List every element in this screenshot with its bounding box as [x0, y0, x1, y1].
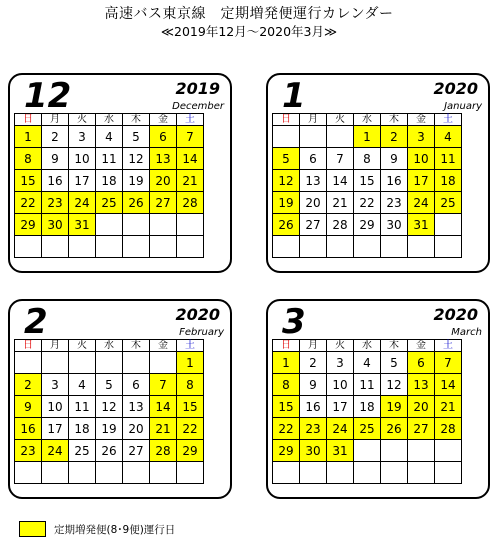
day-cell: 25 [96, 192, 123, 214]
week-row [273, 418, 462, 440]
day-cell: 2 [381, 126, 408, 148]
day-cell: 3 [327, 352, 354, 374]
day-cell: 12 [96, 396, 123, 418]
day-cell: 18 [69, 418, 96, 440]
empty-cell [177, 462, 204, 484]
weekday-header: 木 [123, 114, 150, 126]
week-row [15, 236, 204, 258]
empty-cell [69, 352, 96, 374]
day-cell: 6 [408, 352, 435, 374]
day-cell: 23 [381, 192, 408, 214]
year-label: 2020 [175, 305, 220, 324]
week-row [273, 126, 462, 148]
week-row [15, 148, 204, 170]
day-cell: 19 [381, 396, 408, 418]
empty-cell [15, 352, 42, 374]
weekday-header-row [15, 340, 204, 352]
day-cell: 1 [177, 352, 204, 374]
week-row [273, 462, 462, 484]
weekday-header: 木 [123, 340, 150, 352]
day-cell: 23 [42, 192, 69, 214]
day-cell: 2 [300, 352, 327, 374]
day-cell: 28 [150, 440, 177, 462]
day-cell: 28 [177, 192, 204, 214]
weekday-header: 火 [69, 340, 96, 352]
weekday-header: 金 [150, 340, 177, 352]
weekday-header: 火 [327, 114, 354, 126]
empty-cell [123, 236, 150, 258]
day-cell: 3 [408, 126, 435, 148]
day-cell: 22 [273, 418, 300, 440]
day-cell: 21 [150, 418, 177, 440]
day-cell: 30 [381, 214, 408, 236]
empty-cell [42, 236, 69, 258]
day-cell: 27 [300, 214, 327, 236]
empty-cell [327, 126, 354, 148]
day-cell: 25 [354, 418, 381, 440]
week-row [273, 396, 462, 418]
day-cell: 14 [435, 374, 462, 396]
calendar-grid [14, 113, 204, 258]
weekday-header: 金 [408, 340, 435, 352]
month-number: 1 [282, 76, 306, 116]
week-row [15, 374, 204, 396]
day-cell: 31 [69, 214, 96, 236]
day-cell: 25 [435, 192, 462, 214]
empty-cell [435, 440, 462, 462]
day-cell: 14 [150, 396, 177, 418]
weekday-header: 木 [381, 340, 408, 352]
day-cell: 24 [69, 192, 96, 214]
day-cell: 27 [150, 192, 177, 214]
month-number: 2 [24, 302, 48, 342]
weekday-header: 火 [69, 114, 96, 126]
year-label: 2019 [175, 79, 220, 98]
weekday-header: 火 [327, 340, 354, 352]
week-row [15, 170, 204, 192]
day-cell: 14 [327, 170, 354, 192]
empty-cell [150, 214, 177, 236]
weekday-header: 日 [15, 114, 42, 126]
empty-cell [150, 462, 177, 484]
day-cell: 31 [408, 214, 435, 236]
empty-cell [96, 352, 123, 374]
weekday-header-row [15, 114, 204, 126]
year-label: 2020 [433, 305, 478, 324]
day-cell: 12 [273, 170, 300, 192]
day-cell: 4 [435, 126, 462, 148]
empty-cell [69, 236, 96, 258]
day-cell: 9 [300, 374, 327, 396]
weekday-header: 土 [177, 114, 204, 126]
day-cell: 21 [177, 170, 204, 192]
page-title: 高速バス東京線 定期増発便運行カレンダー [104, 6, 394, 22]
day-cell: 18 [435, 170, 462, 192]
empty-cell [354, 236, 381, 258]
empty-cell [381, 462, 408, 484]
week-row [273, 440, 462, 462]
day-cell: 23 [300, 418, 327, 440]
day-cell: 17 [42, 418, 69, 440]
month-number: 12 [24, 76, 72, 116]
empty-cell [96, 214, 123, 236]
day-cell: 13 [150, 148, 177, 170]
empty-cell [96, 236, 123, 258]
empty-cell [123, 214, 150, 236]
day-cell: 15 [273, 396, 300, 418]
empty-cell [354, 440, 381, 462]
weekday-header: 月 [42, 114, 69, 126]
empty-cell [408, 440, 435, 462]
weekday-header: 月 [300, 114, 327, 126]
day-cell: 8 [354, 148, 381, 170]
empty-cell [69, 462, 96, 484]
empty-cell [354, 462, 381, 484]
day-cell: 16 [381, 170, 408, 192]
calendar-grid [14, 339, 204, 484]
weekday-header: 金 [408, 114, 435, 126]
day-cell: 7 [150, 374, 177, 396]
week-row [15, 192, 204, 214]
day-cell: 17 [327, 396, 354, 418]
day-cell: 21 [327, 192, 354, 214]
day-cell: 8 [177, 374, 204, 396]
day-cell: 29 [177, 440, 204, 462]
day-cell: 20 [300, 192, 327, 214]
day-cell: 22 [354, 192, 381, 214]
day-cell: 25 [69, 440, 96, 462]
day-cell: 11 [435, 148, 462, 170]
legend-swatch [19, 521, 46, 537]
weekday-header-row [273, 114, 462, 126]
day-cell: 30 [300, 440, 327, 462]
empty-cell [42, 352, 69, 374]
day-cell: 3 [69, 126, 96, 148]
day-cell: 15 [354, 170, 381, 192]
calendar-grid [272, 113, 462, 258]
day-cell: 17 [69, 170, 96, 192]
week-row [15, 126, 204, 148]
empty-cell [123, 352, 150, 374]
week-row [273, 374, 462, 396]
week-row [15, 352, 204, 374]
day-cell: 7 [327, 148, 354, 170]
day-cell: 26 [123, 192, 150, 214]
day-cell: 2 [42, 126, 69, 148]
empty-cell [327, 462, 354, 484]
day-cell: 8 [15, 148, 42, 170]
calendar-march-2020 [266, 299, 490, 499]
day-cell: 31 [327, 440, 354, 462]
weekday-header: 水 [96, 340, 123, 352]
day-cell: 8 [273, 374, 300, 396]
month-number: 3 [282, 302, 306, 342]
calendar-december-2019 [8, 73, 232, 273]
day-cell: 4 [354, 352, 381, 374]
year-label: 2020 [433, 79, 478, 98]
empty-cell [273, 236, 300, 258]
day-cell: 23 [15, 440, 42, 462]
day-cell: 19 [96, 418, 123, 440]
day-cell: 1 [273, 352, 300, 374]
day-cell: 4 [96, 126, 123, 148]
day-cell: 17 [408, 170, 435, 192]
day-cell: 5 [273, 148, 300, 170]
empty-cell [177, 214, 204, 236]
day-cell: 27 [123, 440, 150, 462]
day-cell: 15 [177, 396, 204, 418]
day-cell: 29 [15, 214, 42, 236]
day-cell: 10 [327, 374, 354, 396]
weekday-header: 日 [15, 340, 42, 352]
empty-cell [435, 214, 462, 236]
day-cell: 29 [273, 440, 300, 462]
day-cell: 7 [177, 126, 204, 148]
empty-cell [42, 462, 69, 484]
empty-cell [300, 236, 327, 258]
day-cell: 20 [123, 418, 150, 440]
weekday-header: 水 [354, 340, 381, 352]
day-cell: 15 [15, 170, 42, 192]
day-cell: 1 [354, 126, 381, 148]
weekday-header: 日 [273, 340, 300, 352]
day-cell: 28 [435, 418, 462, 440]
calendar-january-2020 [266, 73, 490, 273]
month-name: January [444, 101, 482, 112]
weekday-header: 水 [96, 114, 123, 126]
week-row [15, 462, 204, 484]
day-cell: 1 [15, 126, 42, 148]
day-cell: 16 [15, 418, 42, 440]
empty-cell [15, 462, 42, 484]
day-cell: 9 [15, 396, 42, 418]
day-cell: 10 [42, 396, 69, 418]
day-cell: 26 [381, 418, 408, 440]
day-cell: 21 [435, 396, 462, 418]
month-name: March [451, 327, 482, 338]
day-cell: 5 [381, 352, 408, 374]
day-cell: 30 [42, 214, 69, 236]
week-row [15, 396, 204, 418]
empty-cell [123, 462, 150, 484]
day-cell: 27 [408, 418, 435, 440]
empty-cell [408, 236, 435, 258]
day-cell: 4 [69, 374, 96, 396]
weekday-header: 木 [381, 114, 408, 126]
weekday-header: 月 [42, 340, 69, 352]
day-cell: 20 [408, 396, 435, 418]
empty-cell [273, 462, 300, 484]
empty-cell [327, 236, 354, 258]
weekday-header: 水 [354, 114, 381, 126]
week-row [15, 214, 204, 236]
day-cell: 13 [300, 170, 327, 192]
day-cell: 9 [42, 148, 69, 170]
day-cell: 22 [177, 418, 204, 440]
day-cell: 14 [177, 148, 204, 170]
week-row [15, 440, 204, 462]
empty-cell [435, 462, 462, 484]
week-row [273, 214, 462, 236]
day-cell: 24 [42, 440, 69, 462]
empty-cell [273, 126, 300, 148]
weekday-header: 月 [300, 340, 327, 352]
week-row [273, 192, 462, 214]
day-cell: 22 [15, 192, 42, 214]
day-cell: 6 [150, 126, 177, 148]
empty-cell [96, 462, 123, 484]
month-name: February [179, 327, 224, 338]
empty-cell [408, 462, 435, 484]
empty-cell [300, 126, 327, 148]
day-cell: 24 [327, 418, 354, 440]
weekday-header-row [273, 340, 462, 352]
page-subtitle: ≪2019年12月〜2020年3月≫ [160, 24, 338, 39]
day-cell: 13 [123, 396, 150, 418]
empty-cell [381, 440, 408, 462]
day-cell: 26 [273, 214, 300, 236]
day-cell: 16 [300, 396, 327, 418]
empty-cell [150, 236, 177, 258]
day-cell: 12 [123, 148, 150, 170]
day-cell: 6 [123, 374, 150, 396]
week-row [273, 170, 462, 192]
weekday-header: 金 [150, 114, 177, 126]
weekday-header: 土 [435, 340, 462, 352]
day-cell: 13 [408, 374, 435, 396]
week-row [273, 148, 462, 170]
day-cell: 28 [327, 214, 354, 236]
day-cell: 10 [408, 148, 435, 170]
day-cell: 29 [354, 214, 381, 236]
day-cell: 9 [381, 148, 408, 170]
day-cell: 11 [354, 374, 381, 396]
day-cell: 19 [123, 170, 150, 192]
week-row [273, 352, 462, 374]
day-cell: 12 [381, 374, 408, 396]
empty-cell [150, 352, 177, 374]
calendar-february-2020 [8, 299, 232, 499]
weekday-header: 日 [273, 114, 300, 126]
day-cell: 6 [300, 148, 327, 170]
day-cell: 2 [15, 374, 42, 396]
day-cell: 7 [435, 352, 462, 374]
day-cell: 5 [123, 126, 150, 148]
weekday-header: 土 [435, 114, 462, 126]
day-cell: 11 [69, 396, 96, 418]
day-cell: 16 [42, 170, 69, 192]
day-cell: 24 [408, 192, 435, 214]
weekday-header: 土 [177, 340, 204, 352]
week-row [15, 418, 204, 440]
day-cell: 20 [150, 170, 177, 192]
day-cell: 18 [96, 170, 123, 192]
legend-label: 定期増発便(8･9便)運行日 [54, 524, 176, 536]
empty-cell [381, 236, 408, 258]
month-name: December [172, 101, 224, 112]
day-cell: 3 [42, 374, 69, 396]
week-row [273, 236, 462, 258]
empty-cell [177, 236, 204, 258]
day-cell: 18 [354, 396, 381, 418]
day-cell: 5 [96, 374, 123, 396]
empty-cell [435, 236, 462, 258]
day-cell: 10 [69, 148, 96, 170]
empty-cell [15, 236, 42, 258]
day-cell: 26 [96, 440, 123, 462]
day-cell: 19 [273, 192, 300, 214]
empty-cell [300, 462, 327, 484]
calendar-grid [272, 339, 462, 484]
day-cell: 11 [96, 148, 123, 170]
